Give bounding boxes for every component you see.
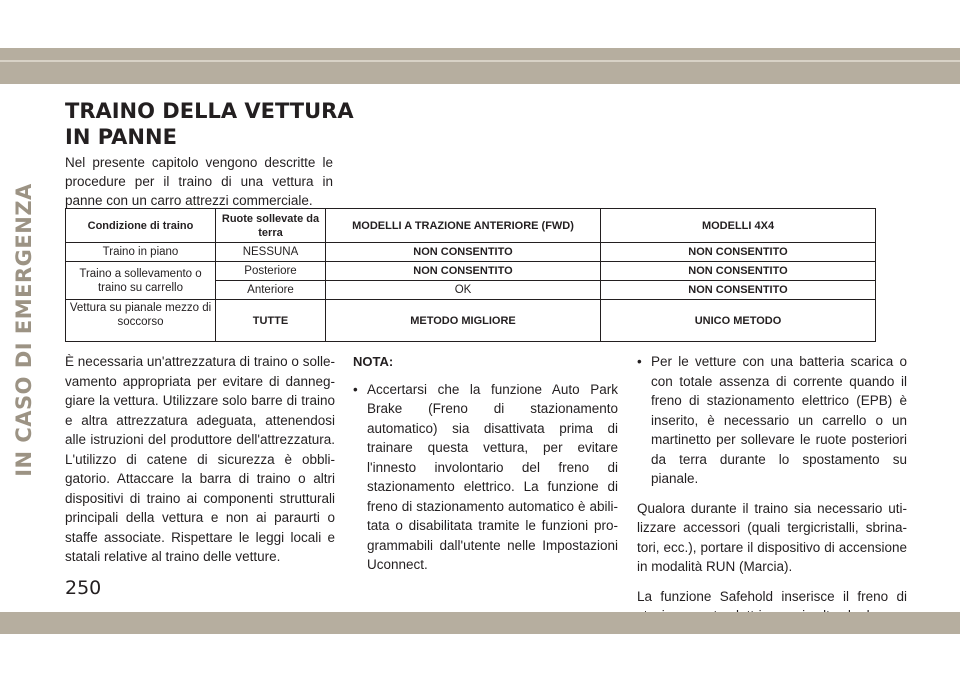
bullet-glyph: • <box>353 381 358 397</box>
cell-4x4: NON CONSENTITO <box>601 281 876 300</box>
cell-fwd: METODO MIGLIORE <box>326 300 601 342</box>
body-paragraph: È necessaria un'attrezzatura di traino o sollevamento appropriata per evitare di danneggiare la vettura. Utilizzare solo barre di traino e altra attrezzatura adeguata, attenendosi alle istruzioni del produttore dell'attrezzatura. L'utilizzo di catene di sicurezza è obbligatorio. Attaccare la barra di traino o altri dispositivi di traino ai componenti strutturali principali della vettura e non ai paraurti o staffe associate. Rispettare le leggi locali e statali relative al traino delle vetture. <box>65 354 335 564</box>
table-row <box>66 300 876 342</box>
cell-raised: Posteriore <box>216 262 326 281</box>
text-column-3 <box>637 352 907 636</box>
header-fwd-models: MODELLI A TRAZIONE ANTERIORE (FWD) <box>326 209 601 243</box>
bullet-glyph: • <box>637 354 642 369</box>
table-header-row <box>66 209 876 243</box>
section-label: IN CASO DI EMERGENZA <box>12 183 36 477</box>
text-column-1 <box>65 352 335 577</box>
cell-fwd: NON CONSENTITO <box>326 262 601 281</box>
body-paragraph: La funzione Safehold inserisce il freno di <box>637 588 907 604</box>
cell-condition: Vettura su pianale mezzo di soccorso <box>66 300 216 342</box>
table-row <box>66 262 876 281</box>
nota-heading: NOTA: <box>353 354 394 369</box>
page-number: 250 <box>65 577 102 599</box>
header-band <box>0 48 960 84</box>
cell-raised: TUTTE <box>216 300 326 342</box>
header-condition: Condizione di traino <box>66 209 216 243</box>
cell-4x4: NON CONSENTITO <box>601 262 876 281</box>
list-item-text: Accertarsi che la funzione Auto Park Brake (Freno di stazionamento automatico) sia disattivata prima di trainare questa vettura, per evitare l'innesto involontario del freno di stazionamento elettrico. La funzione di freno di stazionamento automatico è abilitata o disabilitata tramite le funzioni programmabili dall'utente nelle Impostazioni Uconnect. <box>367 381 618 572</box>
page-title-line-2: IN PANNE <box>65 125 177 149</box>
cell-condition: Traino in piano <box>66 243 216 262</box>
cell-fwd: OK <box>326 281 601 300</box>
footer-band <box>0 612 960 634</box>
cell-4x4: UNICO METODO <box>601 300 876 342</box>
page-title-line-1: TRAINO DELLA VETTURA <box>65 99 354 123</box>
header-4x4-models: MODELLI 4X4 <box>601 209 876 243</box>
list-item <box>353 380 618 575</box>
cell-fwd: NON CONSENTITO <box>326 243 601 262</box>
text-column-2 <box>353 352 618 575</box>
cell-condition: Traino a sollevamento o traino su carrello <box>66 262 216 300</box>
body-paragraph: Qualora durante il traino sia necessario utilizzare accessori (quali tergicristalli, sbrinatori, ecc.), portare il dispositivo di accensione in modalità RUN (Marcia). <box>637 500 907 574</box>
list-item-text: Per le vetture con una batteria scarica o con totale assenza di corrente quando il freno di stazionamento elettrico (EPB) è inserito, è necessario un carrello o un martinetto per sollevare le ruote posteriori da terra durante lo spostamento su pianale. <box>651 354 907 486</box>
table-row <box>66 243 876 262</box>
intro-paragraph: Nel presente capitolo vengono descritte le procedure per il traino di una vettura in panne con un carro attrezzi commerciale. <box>65 155 333 208</box>
cell-raised: NESSUNA <box>216 243 326 262</box>
header-raised-wheels: Ruote sollevate da terra <box>216 209 326 243</box>
cell-raised: Anteriore <box>216 281 326 300</box>
towing-table <box>65 208 876 342</box>
page-title <box>65 98 365 150</box>
list-item <box>637 352 907 489</box>
cell-4x4: NON CONSENTITO <box>601 243 876 262</box>
